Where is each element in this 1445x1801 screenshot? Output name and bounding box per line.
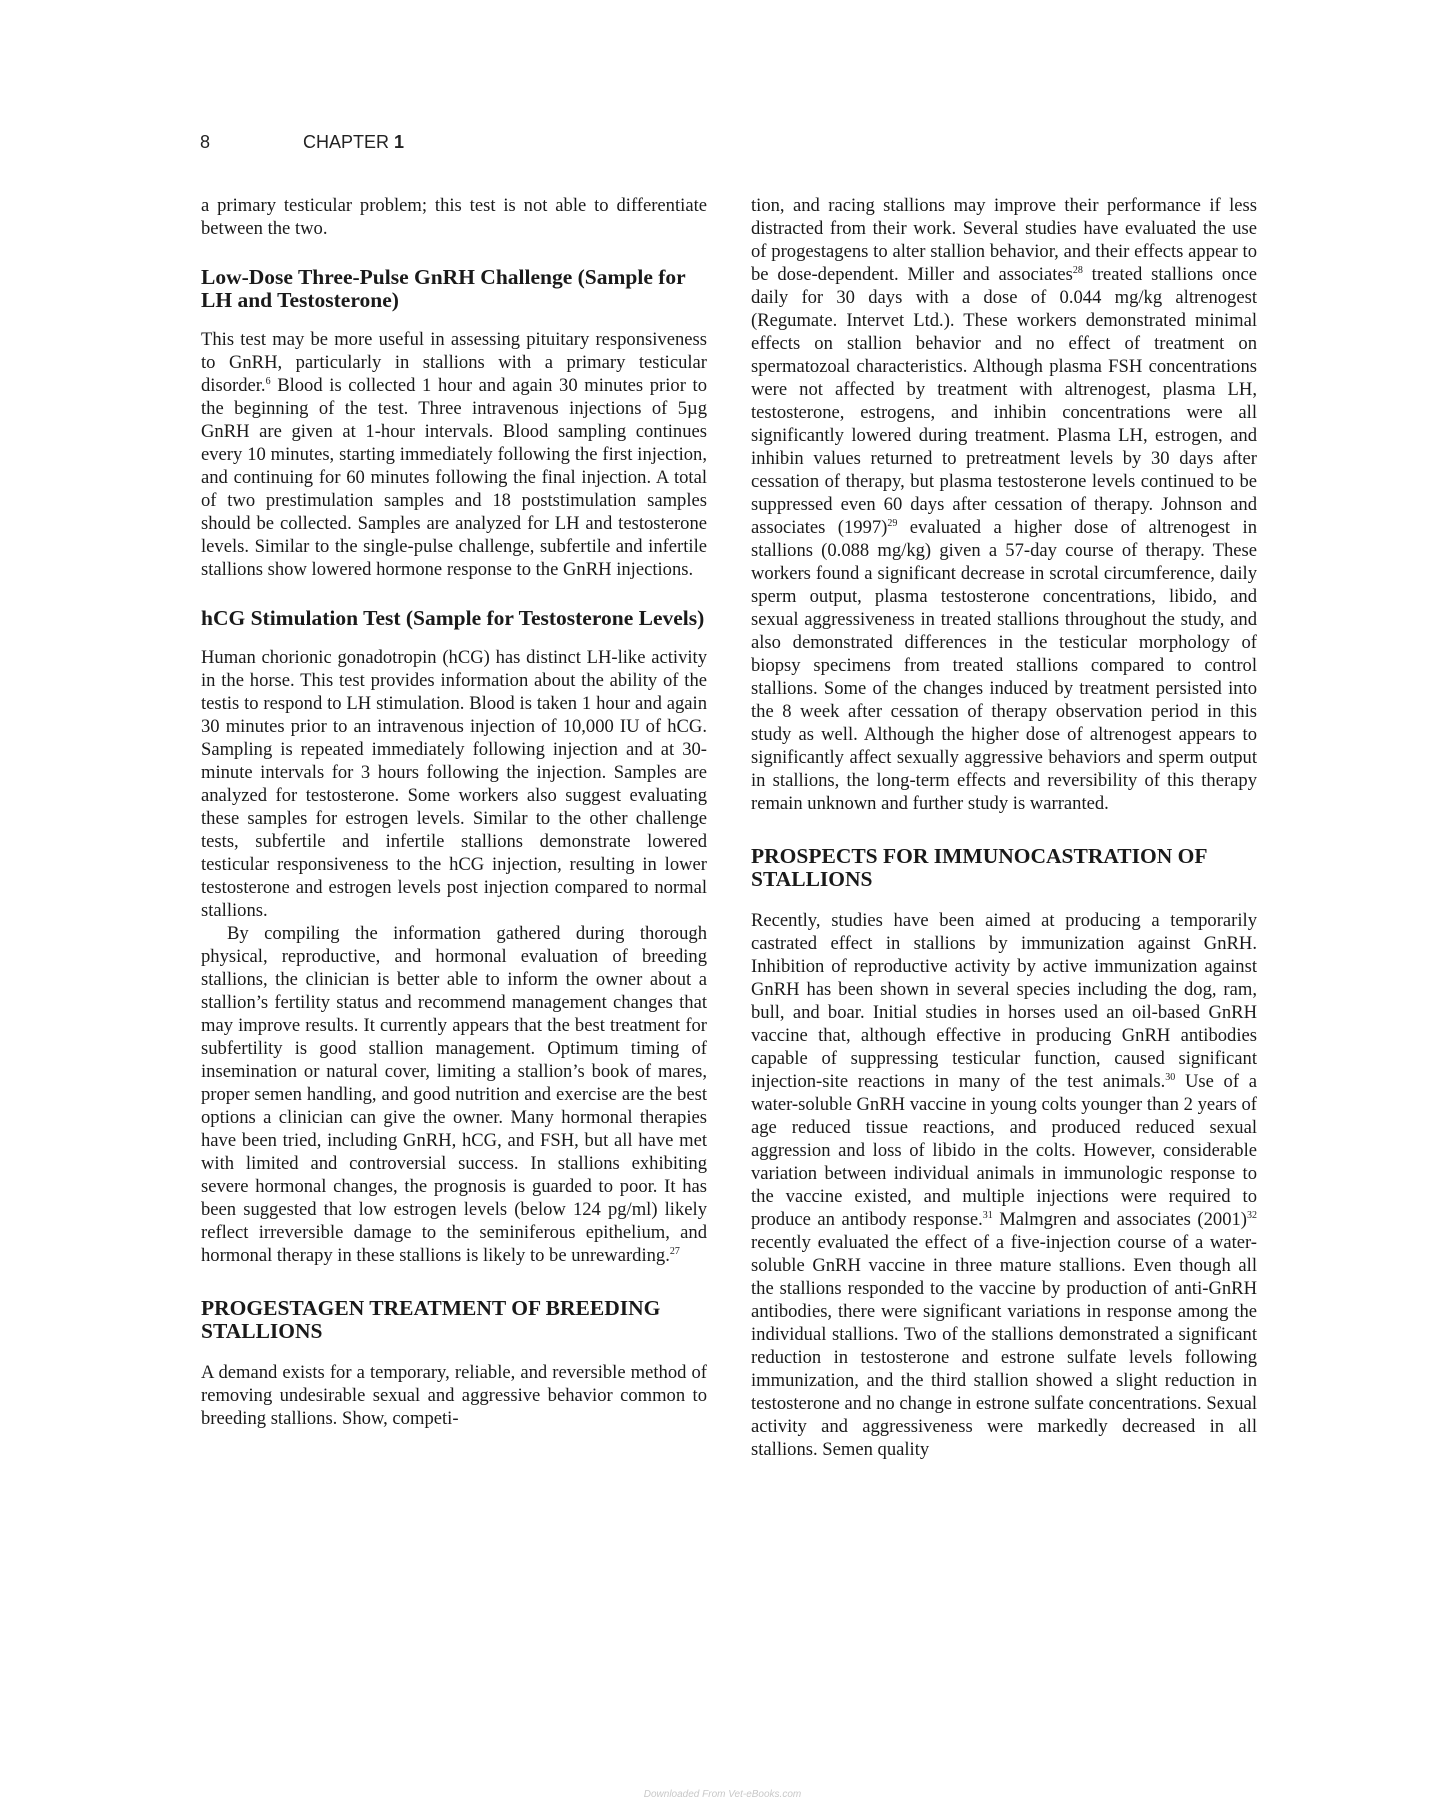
page-number: 8 [200, 132, 211, 152]
citation-30: 30 [1165, 1072, 1176, 1083]
citation-28: 28 [1072, 265, 1083, 276]
paragraph-hcg-test: Human chorionic gonadotropin (hCG) has distinct LH-like activity in the horse. This test provides information about the ability of the testis to respond to LH stimulation. Blood is taken 1 hour and again 30 minutes prior to an intravenous injection of 10,000 IU of hCG. Sampling is repeated immediately following injection and at 30-minute intervals for 3 hours following the injection. Samples are analyzed for testosterone. Some workers also suggest evaluating these samples for estrogen levels. Similar to the other challenge tests, subfertile and infertile stallions demonstrate lowered testicular responsiveness to the hCG injection, resulting in lower testosterone and estrogen levels post injection compared to normal stallions. [201, 647, 707, 921]
left-column [201, 194, 707, 1430]
paragraph-immunocastration: Recently, studies have been aimed at producing a temporarily castrated effect in stallions by immunization against GnRH. Inhibition of reproductive activity by active immunization against GnRH has been shown in several species including the dog, ram, bull, and boar. Initial studies in horses used an oil-based GnRH vaccine that, although effective in producing GnRH antibodies capable of suppressing testicular function, caused significant injection-site reactions in many of the test animals.$^{30}$ Use of a water-soluble GnRH vaccine in young colts younger than 2 years of age reduced tissue reactions, and produced reduced sexual aggression and loss of libido in the colts. However, considerable variation between individual animals in immunologic response to the vaccine existed, and multiple injections were required to produce an antibody response.$^{31}$ Malmgren and associates $(2001)^{32}$ recently evaluated the effect of a five-injection course of a water-soluble GnRH vaccine in three mature stallions. Even though all the stallions responded to the vaccine by production of anti-GnRH antibodies, there were significant variations in response among the individual stallions. Two of the stallions demonstrated a significant reduction in testosterone and estrone sulfate levels following immunization, and the third stallion showed a slight reduction in testosterone and no change in estrone sulfate concentrations. Sexual activity and aggressiveness were markedly decreased in all stallions. Semen quality [751, 910, 1257, 1460]
paragraph-continued: a primary testicular problem; this test is not able to differentiate between the two. [201, 195, 707, 239]
paragraph-compiling-information: By compiling the information gathered during thorough physical, reproductive, and hormonal evaluation of breeding stallions, the clinician is better able to inform the owner about a stallion’s fertility status and recommend management changes that may improve results. It currently appears that the best treatment for subfertility is good stallion management. Optimum timing of insemination or natural cover, limiting a stallion’s book of mares, proper semen handling, and good nutrition and exercise are the best options a clinician can give the owner. Many hormonal therapies have been tried, including GnRH, hCG, and FSH, but all have met with limited and controversial success. In stallions exhibiting severe hormonal changes, the prognosis is guarded to poor. It has been suggested that low estrogen levels (below 124 pg/ml) likely reflect irreversible damage to the seminiferous epithelium, and hormonal therapy in these stallions is likely to be unrewarding.$^{27}$ [201, 923, 707, 1266]
heading-hcg-stimulation-test: hCG Stimulation Test (Sample for Testosterone Levels) [201, 606, 705, 630]
right-column [751, 194, 1257, 1461]
download-watermark: Downloaded From Vet-eBooks.com [643, 1789, 802, 1800]
paragraph-progestagen-studies: tion, and racing stallions may improve their performance if less distracted from their work. Several studies have evaluated the use of progestagens to alter stallion behavior, and their effects appear to be dose-dependent. Miller and associates$^{28}$ treated stallions once daily for 30 days with a dose of 0.044 mg/kg altrenogest (Regumate. Intervet Ltd.). These workers demonstrated minimal effects on stallion behavior and no effect of treatment on spermatozoal characteristics. Although plasma FSH concentrations were not affected by treatment with altrenogest, plasma LH, testosterone, estrogens, and inhibin concentrations were all significantly lowered during treatment. Plasma LH, estrogen, and inhibin values returned to pretreatment levels by 30 days after cessation of therapy, but plasma testosterone levels continued to be suppressed even 60 days after cessation of therapy. Johnson and associates $(1997)^{29}$ evaluated a higher dose of altrenogest in stallions (0.088 mg/kg) given a 57-day course of therapy. These workers found a significant decrease in scrotal circumference, daily sperm output, plasma testosterone concentrations, libido, and sexual aggressiveness in treated stallions throughout the study, and also demonstrated differences in the testicular morphology of biopsy specimens from treated stallions compared to control stallions. Some of the changes induced by treatment persisted into the 8 week after cessation of therapy observation period in this study as well. Although the higher dose of altrenogest appears to significantly affect sexually aggressive behaviors and sperm output in stallions, the long-term effects and reversibility of this therapy remain unknown and further study is warranted. [751, 195, 1257, 814]
chapter-label: CHAPTER [303, 132, 390, 152]
paragraph-demand-exists: A demand exists for a temporary, reliable, and reversible method of removing undesirable sexual and aggressive behavior common to breeding stallions. Show, competi- [201, 1362, 707, 1429]
chapter-number: 1 [394, 132, 405, 152]
citation-27: 27 [669, 1246, 680, 1257]
citation-6: 6 [265, 376, 271, 387]
running-head [200, 132, 404, 153]
heading-low-dose-gnrh-challenge: Low-Dose Three-Pulse GnRH Challenge (Sample for LH and Testosterone) [201, 265, 686, 312]
citation-29: 29 [887, 518, 898, 529]
citation-31: 31 [982, 1210, 993, 1221]
citation-32: 32 [1247, 1210, 1257, 1221]
heading-immunocastration: PROSPECTS FOR IMMUNOCASTRATION OF STALLIONS [751, 844, 1207, 891]
heading-progestagen-treatment: PROGESTAGEN TREATMENT OF BREEDING STALLIONS [201, 1296, 661, 1343]
paragraph-gnrh-challenge: This test may be more useful in assessing pituitary responsiveness to GnRH, particularly in stallions with a primary testicular disorder.$^6$ Blood is collected 1 hour and again 30 minutes prior to the beginning of the test. Three intravenous injections of 5µg GnRH are given at 1-hour intervals. Blood sampling continues every 10 minutes, starting immediately following the first injection, and continuing for 60 minutes following the final injection. A total of two prestimulation samples and 18 poststimulation samples should be collected. Samples are analyzed for LH and testosterone levels. Similar to the single-pulse challenge, subfertile and infertile stallions show lowered hormone response to the GnRH injections. [201, 329, 707, 580]
